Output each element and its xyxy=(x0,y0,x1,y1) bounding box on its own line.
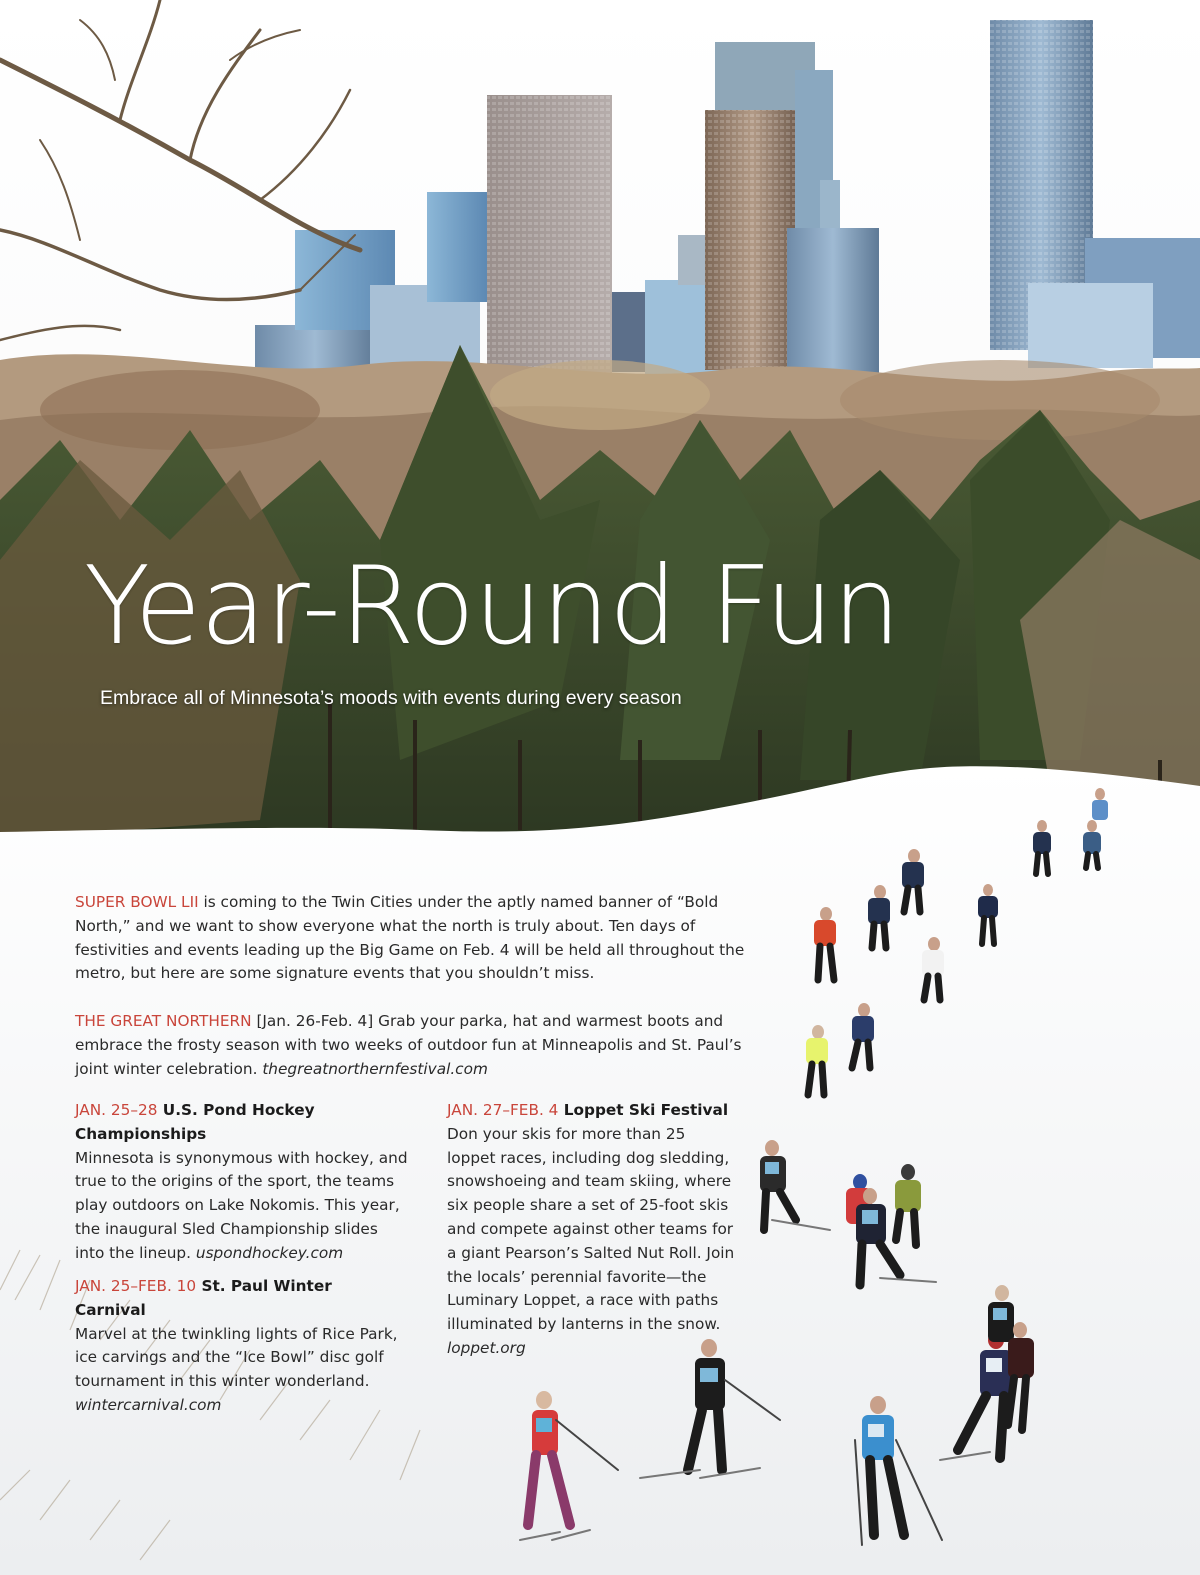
event-pond-hockey xyxy=(75,1099,410,1266)
event-winter-carnival xyxy=(75,1275,400,1418)
page-subtitle: Embrace all of Minnesota’s moods with events during every season xyxy=(100,687,682,709)
page-title: Year-Round Fun xyxy=(84,544,900,669)
great-northern-paragraph xyxy=(75,1010,765,1081)
intro-paragraph xyxy=(75,891,770,986)
intro-lead: SUPER BOWL LII xyxy=(75,893,199,911)
event-name: Loppet Ski Festival xyxy=(558,1101,729,1119)
event-description: Marvel at the twinkling lights of Rice Park, ice carvings and the “Ice Bowl” disc golf tournament in this winter wonderland. xyxy=(75,1324,398,1391)
great-northern-body: [Jan. 26-Feb. 4] Grab your parka, hat and warmest boots and embrace the frosty season with two weeks of outdoor fun at Minneapolis and St. Paul’s joint winter celebration. xyxy=(75,1012,742,1078)
event-date: JAN. 27–FEB. 4 xyxy=(447,1101,559,1119)
event-name: U.S. Pond Hockey Championships xyxy=(75,1101,315,1143)
event-date: JAN. 25–28 xyxy=(75,1101,158,1119)
event-link[interactable]: loppet.org xyxy=(447,1338,526,1357)
event-description: Don your skis for more than 25 loppet races, including dog sledding, snowshoeing and team skiing, where six people share a set of 25-foot skis and compete against other teams for a giant Pearson’s Salted Nut Roll. Join the locals’ perennial favorite—the Luminary Loppet, a race with paths illuminated by lanterns in the snow. xyxy=(447,1124,735,1334)
event-link[interactable]: wintercarnival.com xyxy=(75,1395,222,1414)
event-description: Minnesota is synonymous with hockey, and true to the origins of the sport, the teams play outdoors on Lake Nokomis. This year, the inaugural Sled Championship slides into the lineup. xyxy=(75,1148,408,1262)
event-link[interactable]: uspondhockey.com xyxy=(195,1243,344,1262)
great-northern-link[interactable]: thegreatnorthernfestival.com xyxy=(262,1059,488,1078)
event-name: St. Paul Winter Carnival xyxy=(75,1277,332,1319)
intro-body: is coming to the Twin Cities under the aptly named banner of “Bold North,” and we want to show everyone what the north is truly about. Ten days of festivities and events leading up the Big Game on Feb. 4 will be held all throughout the metro, but here are some signature events that you shouldn’t miss. xyxy=(75,893,745,983)
great-northern-lead: THE GREAT NORTHERN xyxy=(75,1012,252,1030)
event-date: JAN. 25–FEB. 10 xyxy=(75,1277,197,1295)
event-loppet-ski xyxy=(447,1099,737,1361)
